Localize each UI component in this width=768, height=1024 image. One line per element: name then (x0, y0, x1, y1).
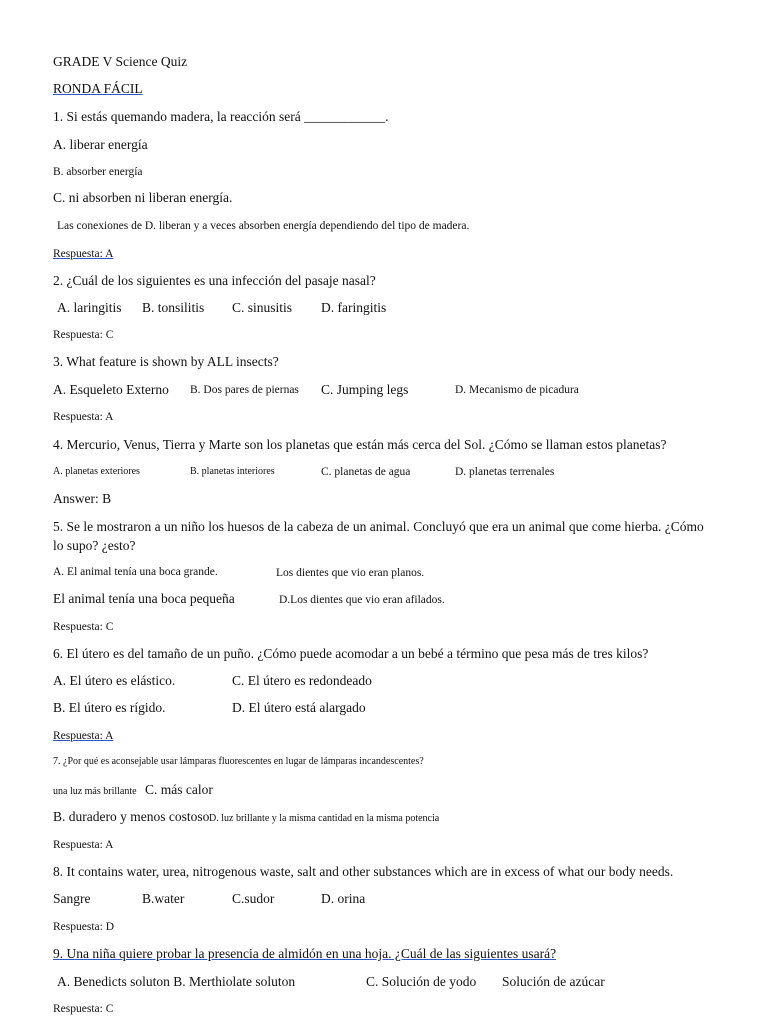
q7-option-a: una luz más brillante (53, 786, 137, 797)
q7-option-b: B. duradero y menos costoso (53, 809, 210, 824)
q8-option-d: D. orina (321, 891, 366, 906)
q6-option-a: A. El útero es elástico. (53, 673, 176, 688)
q6-answer: Respuesta: A (53, 730, 114, 742)
q1-answer: Respuesta: A (53, 248, 114, 260)
q2-option-d: D. faringitis (321, 300, 387, 315)
question-4: 4. Mercurio, Venus, Tierra y Marte son los planetas que están más cerca del Sol. ¿Cómo se llaman estos planetas? (53, 437, 667, 452)
question-1: 1. Si estás quemando madera, la reacción será ____________. (53, 109, 389, 124)
q2-option-b: B. tonsilitis (142, 300, 205, 315)
q5-option-a: A. El animal tenía una boca grande. (53, 566, 218, 578)
question-9: 9. Una niña quiere probar la presencia de almidón en una hoja. ¿Cuál de las siguientes usará? (53, 946, 557, 961)
q5-option-b: Los dientes que vio eran planos. (276, 567, 425, 579)
q2-option-c: C. sinusitis (232, 300, 293, 315)
q9-answer: Respuesta: C (53, 1003, 114, 1015)
q9-option-d: Solución de azúcar (502, 974, 605, 989)
q7-option-c: C. más calor (145, 782, 213, 797)
question-8: 8. It contains water, urea, nitrogenous waste, salt and other substances which are in excess of what our body needs. (53, 864, 674, 879)
q4-option-b: B. planetas interiores (190, 466, 275, 477)
q3-answer: Respuesta: A (53, 411, 114, 423)
q3-option-d: D. Mecanismo de picadura (455, 384, 579, 396)
q4-option-c: C. planetas de agua (321, 466, 411, 478)
question-5: 5. Se le mostraron a un niño los huesos de la cabeza de un animal. Concluyó que era un animal que come hierba. ¿Cómo lo supo? ¿esto? (53, 519, 704, 553)
q6-option-c: C. El útero es redondeado (232, 673, 372, 688)
q2-option-a: A. laringitis (57, 300, 122, 315)
question-3: 3. What feature is shown by ALL insects? (53, 354, 279, 369)
q3-option-b: B. Dos pares de piernas (190, 384, 299, 396)
page-title: GRADE V Science Quiz (53, 54, 188, 69)
q1-option-b: B. absorber energía (53, 166, 143, 178)
q7-option-d: D. luz brillante y la misma cantidad en la misma potencia (209, 813, 440, 824)
q1-option-a: A. liberar energía (53, 137, 148, 152)
q5-option-d: D.Los dientes que vio eran afilados. (279, 594, 445, 606)
q4-answer: Answer: B (53, 491, 112, 506)
q1-option-d: Las conexiones de D. liberan y a veces absorben energía dependiendo del tipo de madera. (57, 220, 470, 232)
q8-option-c: C.sudor (232, 891, 275, 906)
q8-option-a: Sangre (53, 891, 91, 906)
q6-option-d: D. El útero está alargado (232, 700, 366, 715)
q9-option-c: C. Solución de yodo (366, 974, 477, 989)
question-6: 6. El útero es del tamaño de un puño. ¿Cómo puede acomodar a un bebé a término que pesa más de tres kilos? (53, 646, 649, 661)
q4-option-a: A. planetas exteriores (53, 466, 140, 477)
question-2: 2. ¿Cuál de los siguientes es una infección del pasaje nasal? (53, 273, 376, 288)
q6-option-b: B. El útero es rígido. (53, 700, 166, 715)
q4-option-d: D. planetas terrenales (455, 466, 555, 478)
question-7: 7. ¿Por qué es aconsejable usar lámparas fluorescentes en lugar de lámparas incandescentes? (53, 756, 424, 767)
q2-answer: Respuesta: C (53, 329, 114, 341)
q9-option-ab: A. Benedicts soluton B. Merthiolate soluton (57, 974, 296, 989)
q5-option-c: El animal tenía una boca pequeña (53, 591, 235, 606)
q1-option-c: C. ni absorben ni liberan energía. (53, 190, 233, 205)
q5-answer: Respuesta: C (53, 621, 114, 633)
q8-answer: Respuesta: D (53, 921, 115, 933)
q3-option-a: A. Esqueleto Externo (53, 382, 169, 397)
round-heading: RONDA FÁCIL (53, 81, 143, 96)
q3-option-c: C. Jumping legs (321, 382, 409, 397)
q8-option-b: B.water (142, 891, 185, 906)
q7-answer: Respuesta: A (53, 839, 114, 851)
